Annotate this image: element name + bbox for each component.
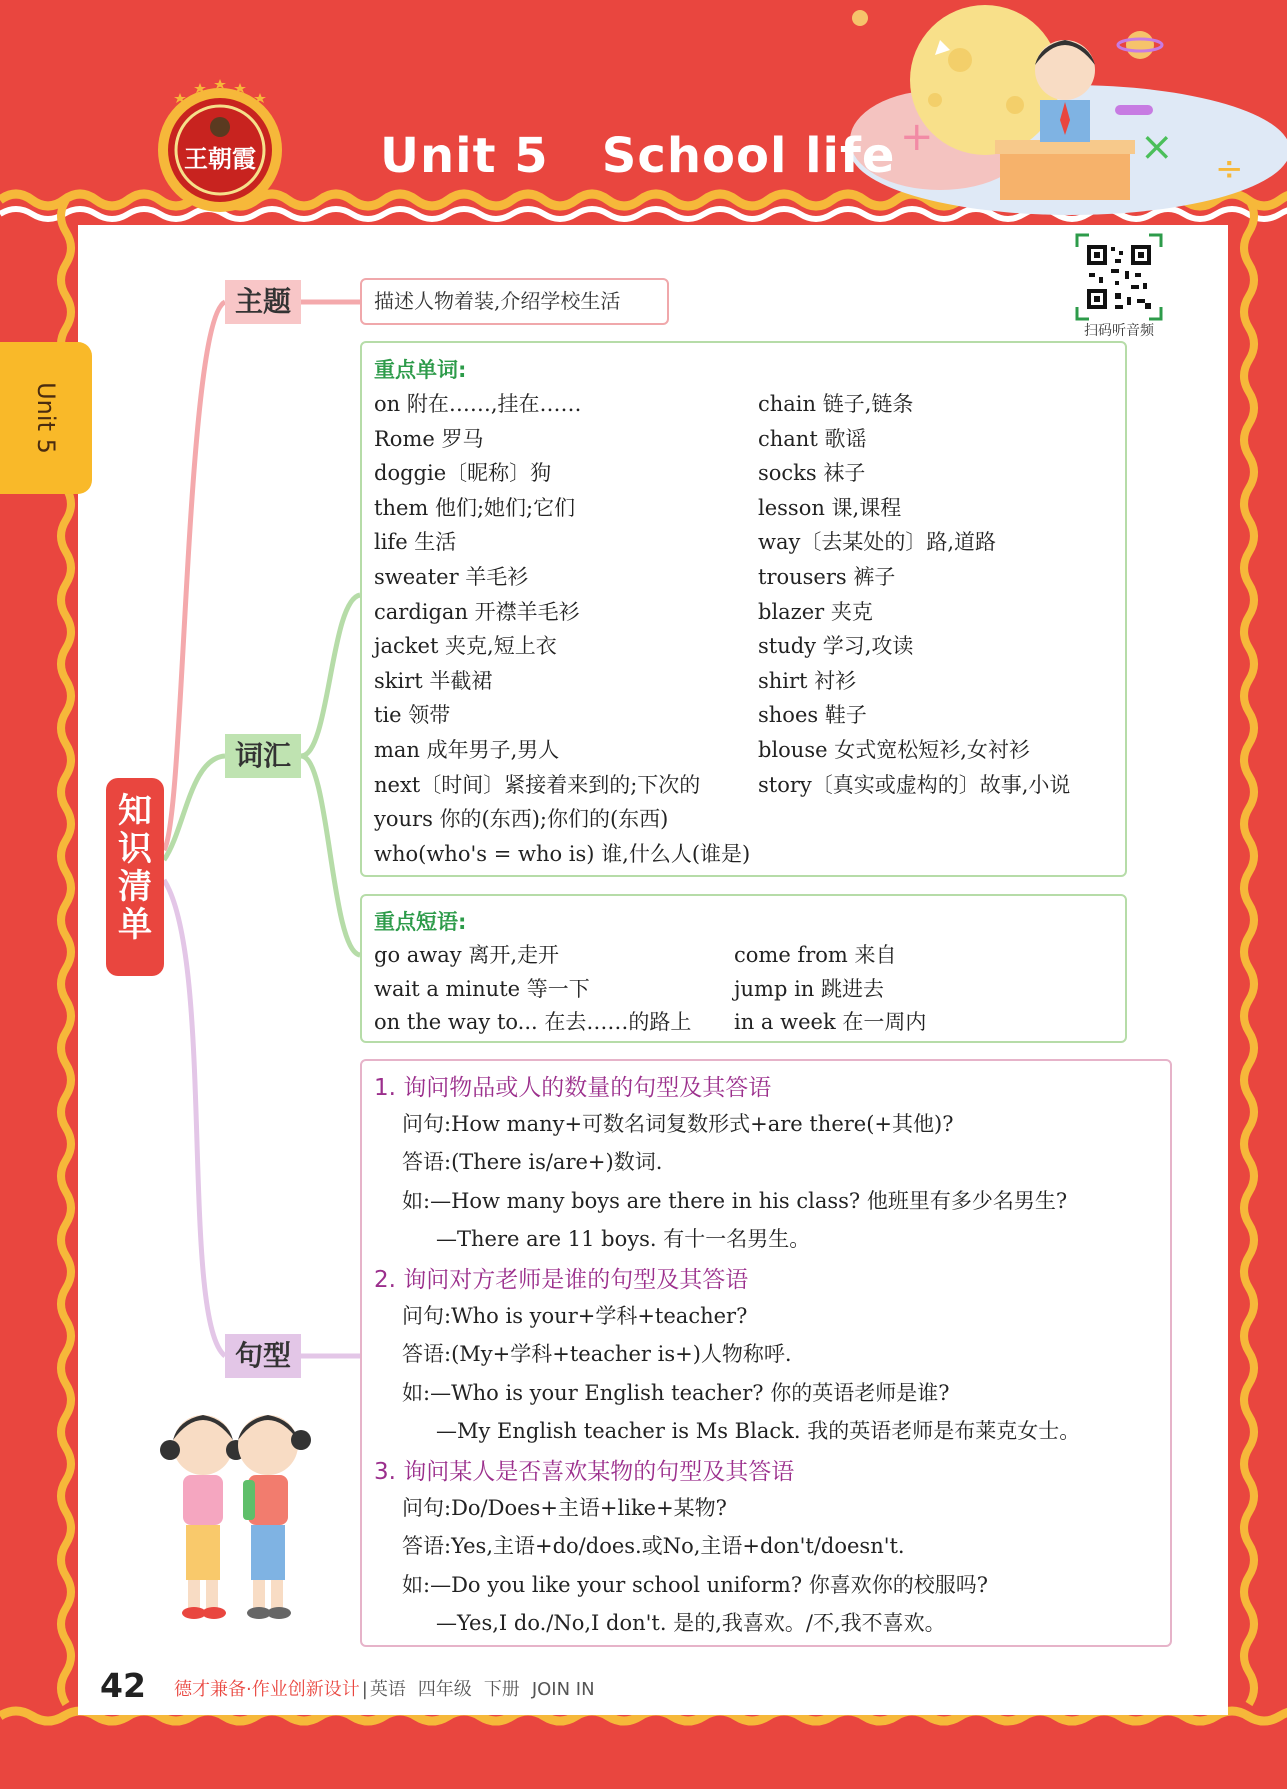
word-row [374, 630, 1117, 665]
word-entry: way〔去某处的〕路,道路 [758, 530, 997, 555]
branch-vocab: 词汇 [225, 734, 301, 778]
pattern-heading: 2. 询问对方老师是谁的句型及其答语 [374, 1267, 749, 1293]
sentence-patterns-box [360, 1059, 1172, 1647]
pattern-example: 如:—Who is your English teacher? 你的英语老师是谁? [402, 1381, 950, 1405]
topic-box: 描述人物着装,介绍学校生活 [360, 278, 669, 325]
key-words-title: 重点单词: [374, 358, 467, 382]
footer-edition: JOIN IN [531, 1679, 595, 1700]
phrase-entry: on the way to... 在去……的路上 [374, 1010, 692, 1034]
word-row [374, 596, 1117, 631]
footer-series: 德才兼备·作业创新设计 [174, 1679, 360, 1700]
phrase-entry: jump in 跳进去 [734, 976, 884, 1001]
word-row [374, 388, 1117, 423]
pattern-heading: 1. 询问物品或人的数量的句型及其答语 [374, 1075, 772, 1101]
pattern-question: 问句:How many+可数名词复数形式+are there(+其他)? [402, 1112, 954, 1136]
key-phrases-box [360, 894, 1127, 1043]
word-entry: socks 袜子 [758, 461, 866, 486]
word-row [374, 423, 1117, 458]
key-phrases-title: 重点短语: [374, 910, 467, 934]
pattern-example: 如:—How many boys are there in his class? 他班里有多少名男生? [402, 1189, 1068, 1213]
word-entry: lesson 课,课程 [758, 495, 902, 520]
word-row [374, 734, 1117, 769]
footer-grade: 四年级 [417, 1679, 472, 1700]
word-entry: story〔真实或虚构的〕故事,小说 [758, 772, 1071, 797]
word-entry: study 学习,攻读 [758, 634, 914, 659]
word-row [374, 526, 1117, 561]
pattern-example: —There are 11 boys. 有十一名男生。 [436, 1227, 811, 1251]
phrase-entry: in a week 在一周内 [734, 1010, 927, 1034]
word-entry: who(who's = who is) 谁,什么人(谁是) [374, 841, 751, 866]
pattern-question: 问句:Who is your+学科+teacher? [402, 1304, 748, 1328]
pattern-example: —My English teacher is Ms Black. 我的英语老师是布莱克女士。 [436, 1419, 1081, 1443]
word-entry: sweater 羊毛衫 [374, 565, 529, 589]
phrase-entry: go away 离开,走开 [374, 943, 559, 967]
phrase-entry: come from 来自 [734, 943, 897, 967]
word-entry: cardigan 开襟羊毛衫 [374, 599, 580, 624]
pattern-heading: 3. 询问某人是否喜欢某物的句型及其答语 [374, 1459, 795, 1485]
word-entry: yours 你的(东西);你们的(东西) [374, 807, 669, 832]
word-row [374, 561, 1117, 596]
branch-topic: 主题 [225, 280, 301, 324]
word-entry: tie 领带 [374, 703, 451, 728]
word-entry: trousers 裤子 [758, 565, 896, 589]
svg-text:÷: ÷ [1215, 149, 1244, 189]
word-row [374, 803, 1117, 838]
branch-sentence: 句型 [225, 1334, 301, 1378]
pattern-answer: 答语:(My+学科+teacher is+)人物称呼. [402, 1342, 792, 1366]
word-entry: jacket 夹克,短上衣 [374, 634, 557, 659]
word-entry: blouse 女式宽松短衫,女衬衫 [758, 738, 1030, 762]
word-entry: blazer 夹克 [758, 599, 873, 624]
word-row [374, 769, 1117, 804]
word-entry: doggie〔昵称〕狗 [374, 461, 552, 486]
two-girls-illustration [148, 1395, 328, 1625]
svg-text:+: + [900, 114, 934, 160]
word-entry: man 成年男子,男人 [374, 738, 560, 762]
key-words-box [360, 341, 1127, 877]
footer-info: 德才兼备·作业创新设计 | 英语 四年级 下册 JOIN IN [174, 1679, 595, 1700]
page-number: 42 [100, 1666, 146, 1705]
pattern-answer: 答语:Yes,主语+do/does.或No,主语+don't/doesn't. [402, 1534, 905, 1558]
word-row [374, 665, 1117, 700]
phrase-entry: wait a minute 等一下 [374, 976, 590, 1001]
word-entry: next〔时间〕紧接着来到的;下次的 [374, 772, 701, 797]
word-entry: them 他们;她们;它们 [374, 495, 576, 520]
pattern-example: —Yes,I do./No,I don't. 是的,我喜欢。/不,我不喜欢。 [436, 1611, 946, 1635]
svg-text:×: × [1140, 124, 1174, 170]
word-row [374, 457, 1117, 492]
badge-name: 王朝霞 [184, 144, 256, 173]
word-entry: life 生活 [374, 530, 457, 555]
word-row [374, 699, 1117, 734]
word-row [374, 838, 1117, 873]
pattern-question: 问句:Do/Does+主语+like+某物? [402, 1496, 727, 1520]
word-entry: chain 链子,链条 [758, 392, 914, 416]
word-entry: skirt 半截裙 [374, 668, 493, 693]
pattern-example: 如:—Do you like your school uniform? 你喜欢你的校服吗? [402, 1573, 989, 1597]
page-title: Unit 5 School life [380, 128, 896, 184]
word-entry: chant 歌谣 [758, 426, 867, 451]
mindmap-root: 知 识 清 单 [106, 778, 164, 976]
footer-volume: 下册 [483, 1679, 520, 1700]
word-entry: shirt 衬衫 [758, 668, 857, 693]
pattern-answer: 答语:(There is/are+)数词. [402, 1150, 663, 1174]
word-entry: Rome 罗马 [374, 426, 484, 451]
word-row [374, 492, 1117, 527]
footer-subject: 英语 [369, 1679, 406, 1700]
unit-tab-label: Unit 5 [32, 382, 60, 454]
word-entry: shoes 鞋子 [758, 703, 867, 728]
word-entry: on 附在……,挂在…… [374, 392, 582, 416]
qr-label: 扫码听音频 [1084, 323, 1154, 339]
